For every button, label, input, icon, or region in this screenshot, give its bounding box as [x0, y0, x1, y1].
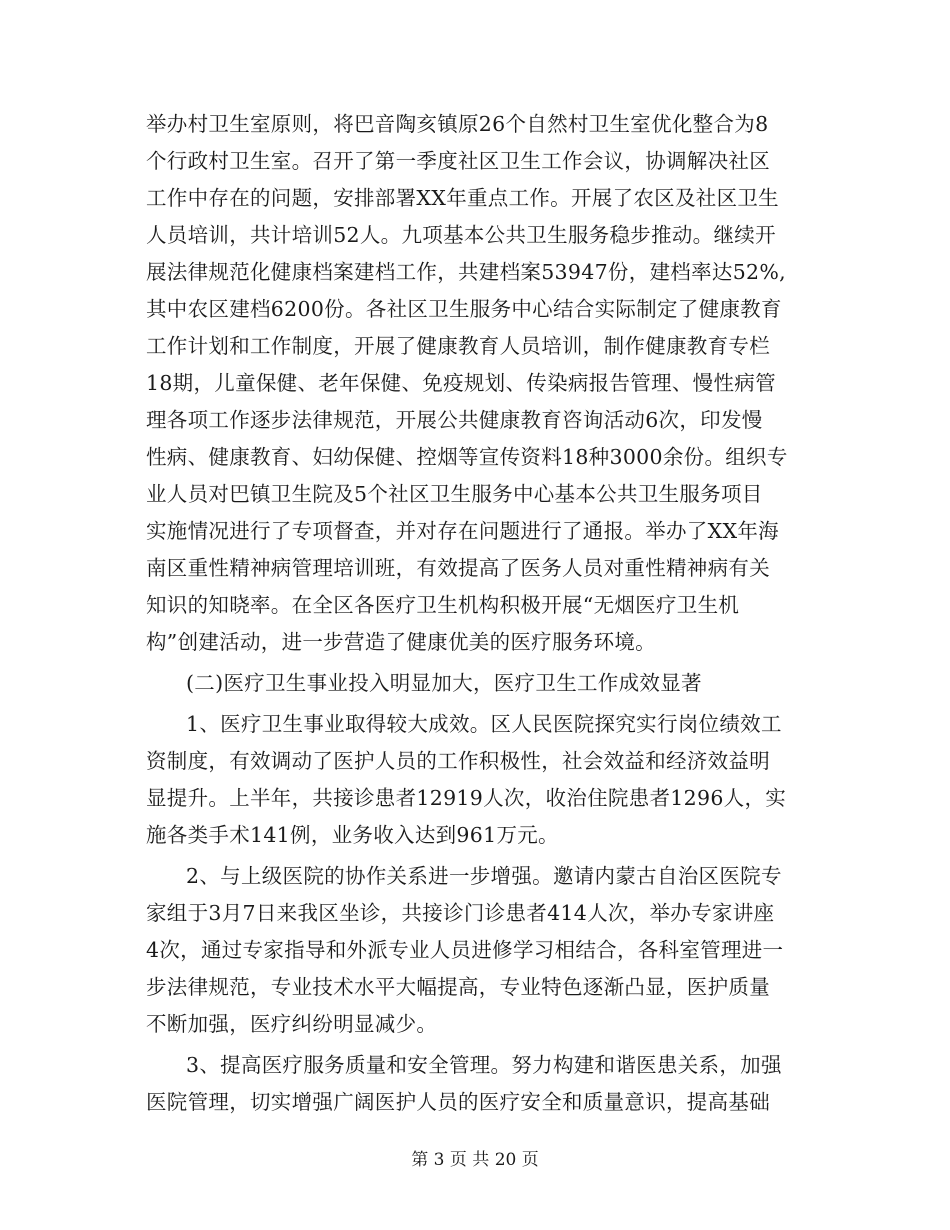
text-line: 个行政村卫生室。召开了第一季度社区卫生工作会议，协调解决社区 — [146, 149, 770, 173]
text-line: 实施情况进行了专项督查，并对存在问题进行了通报。举办了XX年海 — [146, 519, 779, 543]
text-line: 1、医疗卫生事业取得较大成效。区人民医院探究实行岗位绩效工 — [186, 712, 782, 736]
text-line: 知识的知晓率。在全区各医疗卫生机构积极开展“无烟医疗卫生机 — [146, 593, 740, 617]
text-line: 业人员对巴镇卫生院及5个社区卫生服务中心基本公共卫生服务项目 — [146, 482, 763, 506]
text-line: 工作中存在的问题，安排部署XX年重点工作。开展了农区及社区卫生 — [146, 186, 779, 210]
section-heading: (二)医疗卫生事业投入明显加大，医疗卫生工作成效显著 — [186, 671, 702, 695]
text-line: 其中农区建档6200份。各社区卫生服务中心结合实际制定了健康教育 — [146, 297, 782, 321]
text-line: 展法律规范化健康档案建档工作，共建档案53947份，建档率达52%, — [146, 260, 786, 284]
text-line: 资制度，有效调动了医护人员的工作积极性，社会效益和经济效益明 — [146, 749, 770, 773]
text-line: 4次，通过专家指导和外派专业人员进修学习相结合，各科室管理进一 — [146, 938, 784, 962]
text-line: 举办村卫生室原则，将巴音陶亥镇原26个自然村卫生室优化整合为8 — [146, 112, 769, 136]
text-line: 不断加强，医疗纠纷明显减少。 — [146, 1012, 438, 1036]
text-line: 工作计划和工作制度，开展了健康教育人员培训，制作健康教育专栏 — [146, 334, 770, 358]
text-line: 显提升。上半年，共接诊患者12919人次，收治住院患者1296人，实 — [146, 786, 787, 810]
text-line: 步法律规范，专业技术水平大幅提高，专业特色逐渐凸显，医护质量 — [146, 975, 770, 999]
text-line: 3、提高医疗服务质量和安全管理。努力构建和谐医患关系，加强 — [186, 1053, 782, 1077]
text-line: 性病、健康教育、妇幼保健、控烟等宣传资料18种3000余份。组织专 — [146, 445, 788, 469]
text-line: 医院管理，切实增强广阔医护人员的医疗安全和质量意识，提高基础 — [146, 1090, 770, 1114]
text-line: 18期，儿童保健、老年保健、免疫规划、传染病报告管理、慢性病管 — [146, 371, 776, 395]
text-line: 施各类手术141例，业务收入达到961万元。 — [146, 823, 559, 847]
text-line: 2、与上级医院的协作关系进一步增强。邀请内蒙古自治区医院专 — [186, 864, 782, 888]
page-number-footer: 第 3 页 共 20 页 — [411, 1150, 539, 1170]
text-line: 南区重性精神病管理培训班，有效提高了医务人员对重性精神病有关 — [146, 556, 770, 580]
text-line: 家组于3月7日来我区坐诊，共接诊门诊患者414人次，举办专家讲座 — [146, 901, 775, 925]
text-line: 理各项工作逐步法律规范，开展公共健康教育咨询活动6次，印发慢 — [146, 408, 763, 432]
text-line: 构”创建活动，进一步营造了健康优美的医疗服务环境。 — [146, 630, 656, 654]
text-line: 人员培训，共计培训52人。九项基本公共卫生服务稳步推动。继续开 — [146, 223, 776, 247]
